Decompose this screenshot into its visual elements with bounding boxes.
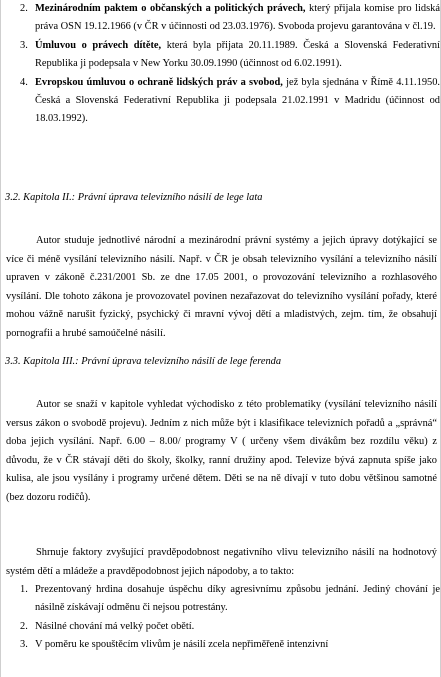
list-item-number: 3. <box>20 639 28 651</box>
list-item-number: 1. <box>20 584 28 595</box>
list-item <box>1 636 441 654</box>
section-paragraph: Autor se snaží v kapitole vyhledat východisko z této problematiky (vysílání televizního násilí versus zákon o svobodě projevu). Jedním z nich může být i klasifikace televizních pořadů a „správná“ doba jejich vysílání. Např. 6.00 – 8.00/ programy V ( určeny všem divákům bez rozdílu věku) z důvodu, že v ČR stávají děti do školy, školky, ranní družiny apod. Televize bývá zapnuta spíše jako kulisa, ale jsou vysílány i programy určené dětem. Děti se na ně dívají v tuto dobu většinou samotné (bez dozoru rodičů). <box>6 399 437 503</box>
section-paragraph: Shrnuje faktory zvyšující pravděpodobnost negativního vlivu televizního násilí na hodnotový systém dětí a mládeže a pravděpodobnost jejich nápodoby, a to takto: <box>6 547 437 577</box>
list-item-number: 3. <box>20 39 28 51</box>
list-item-number: 4. <box>20 76 28 88</box>
list-item <box>1 618 441 636</box>
list-item-number: 2. <box>20 620 28 632</box>
list-item-text: Prezentovaný hrdina dosahuje úspěchu díky agresivnímu způsobu jednání. Jediný chování je násilně získávají odměnu či nejsou potrestány. <box>35 584 440 614</box>
list-item <box>1 37 441 74</box>
list-item-number: 2. <box>20 3 28 14</box>
factor-list <box>1 581 441 655</box>
list-item <box>1 0 441 37</box>
list-item-title: Úmluvou o právech dítěte, <box>35 39 162 51</box>
list-item-text: V poměru ke spouštěcím vlivům je násilí zcela nepřiměřeně intenzivní <box>35 639 329 651</box>
treaty-list <box>1 0 441 129</box>
section-heading: 3.3. Kapitola III.: Právní úprava televizního násilí de lege ferenda <box>5 356 282 367</box>
list-item-title: Evropskou úmluvou o ochraně lidských práv a svobod, <box>35 76 283 88</box>
list-item-title: Mezinárodním paktem o občanských a politických právech, <box>35 3 306 14</box>
list-item-text: která byla přijata 20.11.1989. Česká a Slovenská Federativní Republika ji podepsala v New Yorku 30.09.1990 (účinnost od 6.02.1991). <box>35 39 440 70</box>
list-item-text: jež byla sjednána v Římě 4.11.1950. Česká a Slovenská Federativní Republika ji podepsala 21.02.1991 v Madridu (účinnost od 18.03.1992). <box>35 76 440 125</box>
list-item-text: který přijala komise pro lidská práva OSN 19.12.1966 (v ČR v účinnosti od 23.03.1976). Svoboda projevu garantována v čl.19. <box>35 3 440 33</box>
section-paragraph: Autor studuje jednotlivé národní a mezinárodní právní systémy a jejich úpravy dotýkající se více či méně vysílání televizního násilí. Např. v ČR je obsah televizního vysílání a televizního násilí upraven v zákoně č.231/2001 Sb. ze dne 17.05 2001, o provozování televizního a rozhlasového vysílání. Dle tohoto zákona je provozovatel povinen nezařazovat do televizního vysílání pořady, které mohou vážně narušit fyzický, psychický či mravní vývoj dětí a mladistvých, zejm. tím, že obsahují pornografii a hrubé samoúčelné násilí. <box>6 235 437 339</box>
section-heading: 3.2. Kapitola II.: Právní úprava televizního násilí de lege lata <box>5 192 263 203</box>
list-item <box>1 581 441 618</box>
list-item <box>1 74 441 129</box>
list-item-text: Násilné chování má velký počet obětí. <box>35 620 195 632</box>
